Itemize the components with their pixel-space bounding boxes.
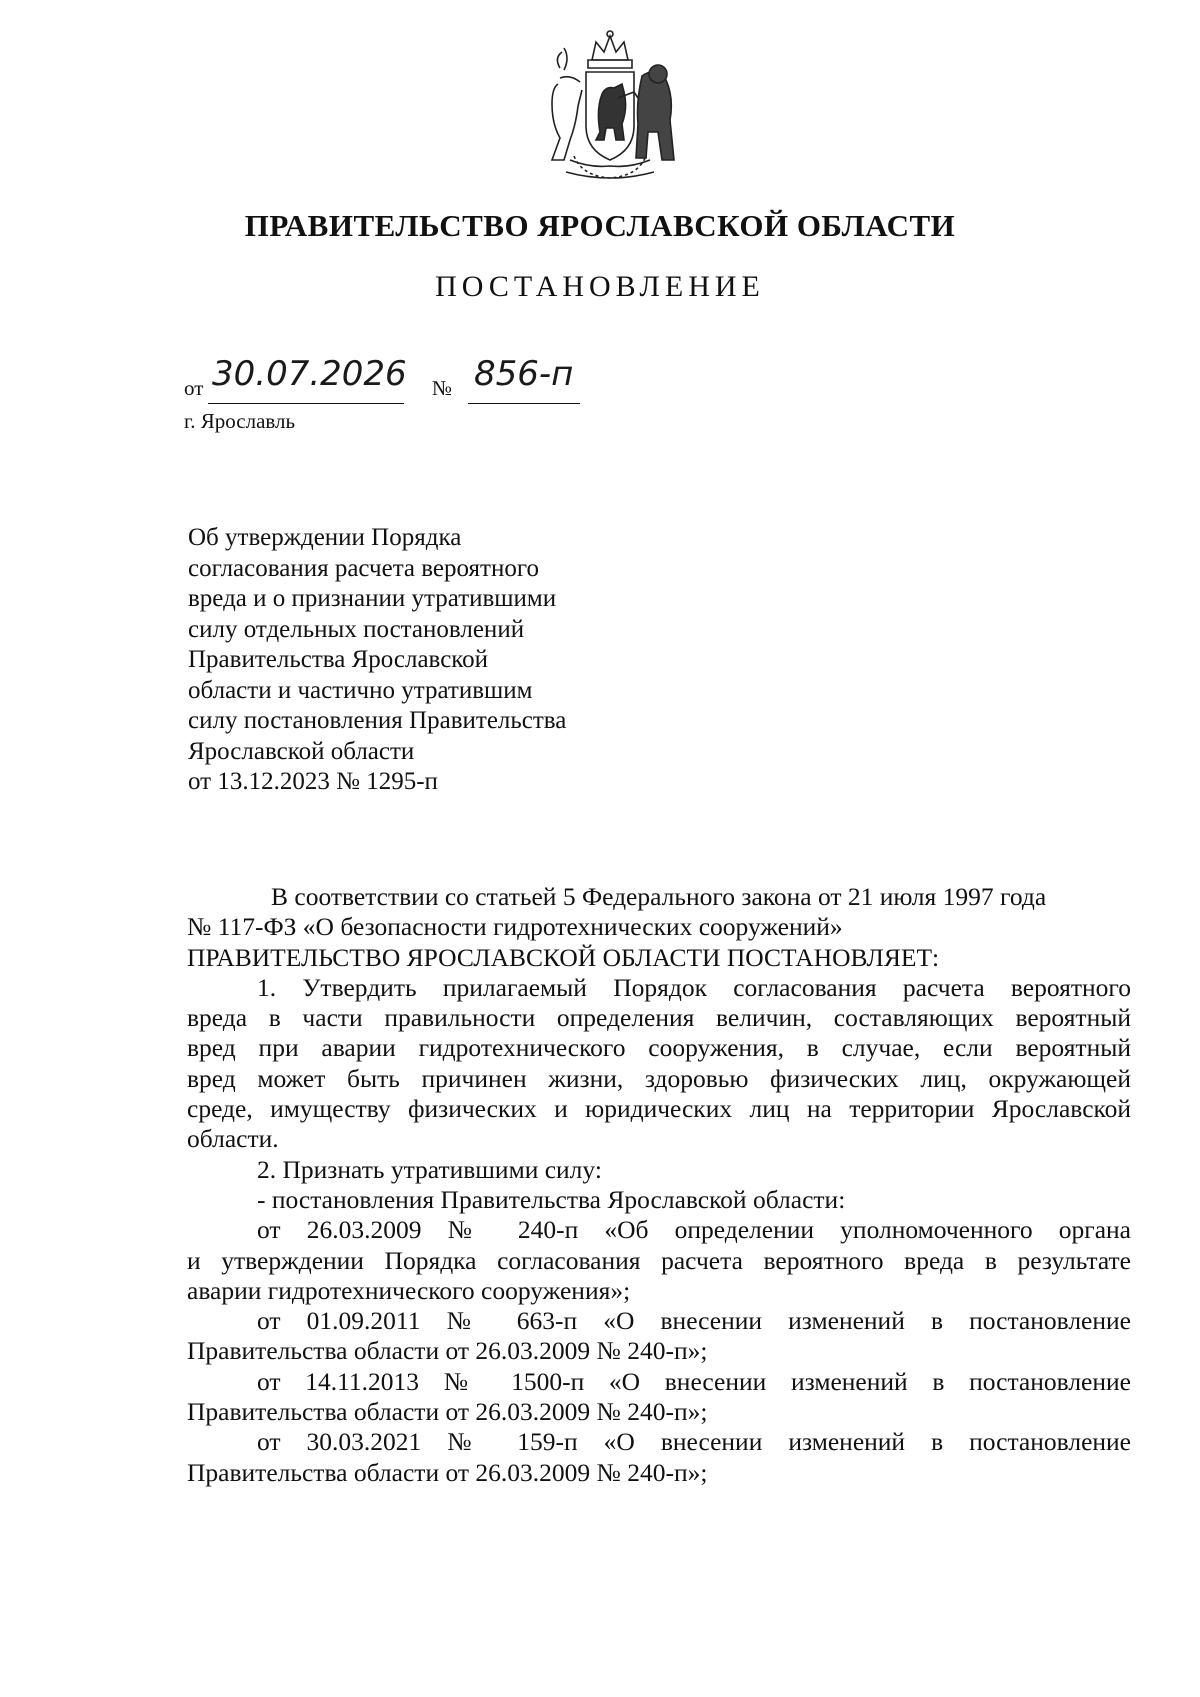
body-line: ПРАВИТЕЛЬСТВО ЯРОСЛАВСКОЙ ОБЛАСТИ ПОСТАНОВЛЯЕТ: — [187, 942, 940, 972]
body-line: № 117-ФЗ «О безопасности гидротехнических сооружений» — [187, 912, 843, 942]
body-line: аварии гидротехнического сооружения»; — [187, 1275, 631, 1305]
subject-line: Ярославской области — [188, 737, 415, 765]
document-subject — [188, 523, 648, 798]
body-line: от 26.03.2009 № 240-п «Об определении уполномоченного органа — [257, 1215, 1131, 1245]
body-line: 2. Признать утратившими силу: — [257, 1154, 602, 1184]
body-line: Правительства области от 26.03.2009 № 240-п»; — [187, 1397, 708, 1427]
handwritten-date: 30.07.2026 — [212, 354, 407, 394]
body-line: и утверждении Порядка согласования расчета вероятного вреда в результате — [187, 1245, 1131, 1275]
date-number-line — [184, 354, 584, 406]
document-body — [187, 882, 1131, 1488]
subject-line: силу отдельных постановлений — [188, 615, 525, 643]
number-underline — [468, 403, 580, 404]
body-line: - постановления Правительства Ярославской области: — [257, 1184, 846, 1214]
subject-line: согласования расчета вероятного — [188, 554, 539, 582]
date-label: от — [184, 376, 204, 400]
subject-line: области и частично утратившим — [188, 676, 533, 704]
government-title: ПРАВИТЕЛЬСТВО ЯРОСЛАВСКОЙ ОБЛАСТИ — [244, 208, 956, 243]
body-line: среде, имуществу физических и юридических лиц на территории Ярославской — [187, 1094, 1131, 1124]
date-underline — [208, 403, 404, 404]
coat-of-arms-emblem — [530, 28, 690, 184]
body-line: вред при аварии гидротехнического сооружения, в случае, если вероятный — [187, 1033, 1131, 1063]
body-line: 1. Утвердить прилагаемый Порядок согласования расчета вероятного — [257, 972, 1131, 1002]
body-line: вреда в части правильности определения величин, составляющих вероятный — [187, 1003, 1131, 1033]
number-label: № — [432, 376, 453, 400]
subject-line: силу постановления Правительства — [188, 707, 567, 734]
body-line: области. — [187, 1124, 279, 1154]
city-label: г. Ярославль — [184, 409, 296, 433]
handwritten-number: 856-п — [474, 354, 574, 394]
body-line: от 01.09.2011 № 663-п «О внесении изменений в постановление — [257, 1306, 1131, 1336]
subject-line: от 13.12.2023 № 1295-п — [188, 768, 438, 795]
body-line: вред может быть причинен жизни, здоровью физических лиц, окружающей — [187, 1063, 1131, 1093]
subject-line: Правительства Ярославской — [188, 646, 489, 673]
body-line: от 30.03.2021 № 159-п «О внесении изменений в постановление — [257, 1427, 1131, 1457]
subject-line: Об утверждении Порядка — [188, 524, 462, 551]
body-line: В соответствии со статьей 5 Федерального закона от 21 июля 1997 года — [271, 882, 1047, 911]
document-type: ПОСТАНОВЛЕНИЕ — [435, 270, 765, 303]
body-line: Правительства области от 26.03.2009 № 240-п»; — [187, 1457, 708, 1487]
subject-line: вреда и о признании утратившими — [188, 585, 557, 612]
body-line: Правительства области от 26.03.2009 № 240-п»; — [187, 1336, 708, 1366]
body-line: от 14.11.2013 № 1500-п «О внесении изменений в постановление — [257, 1366, 1131, 1396]
